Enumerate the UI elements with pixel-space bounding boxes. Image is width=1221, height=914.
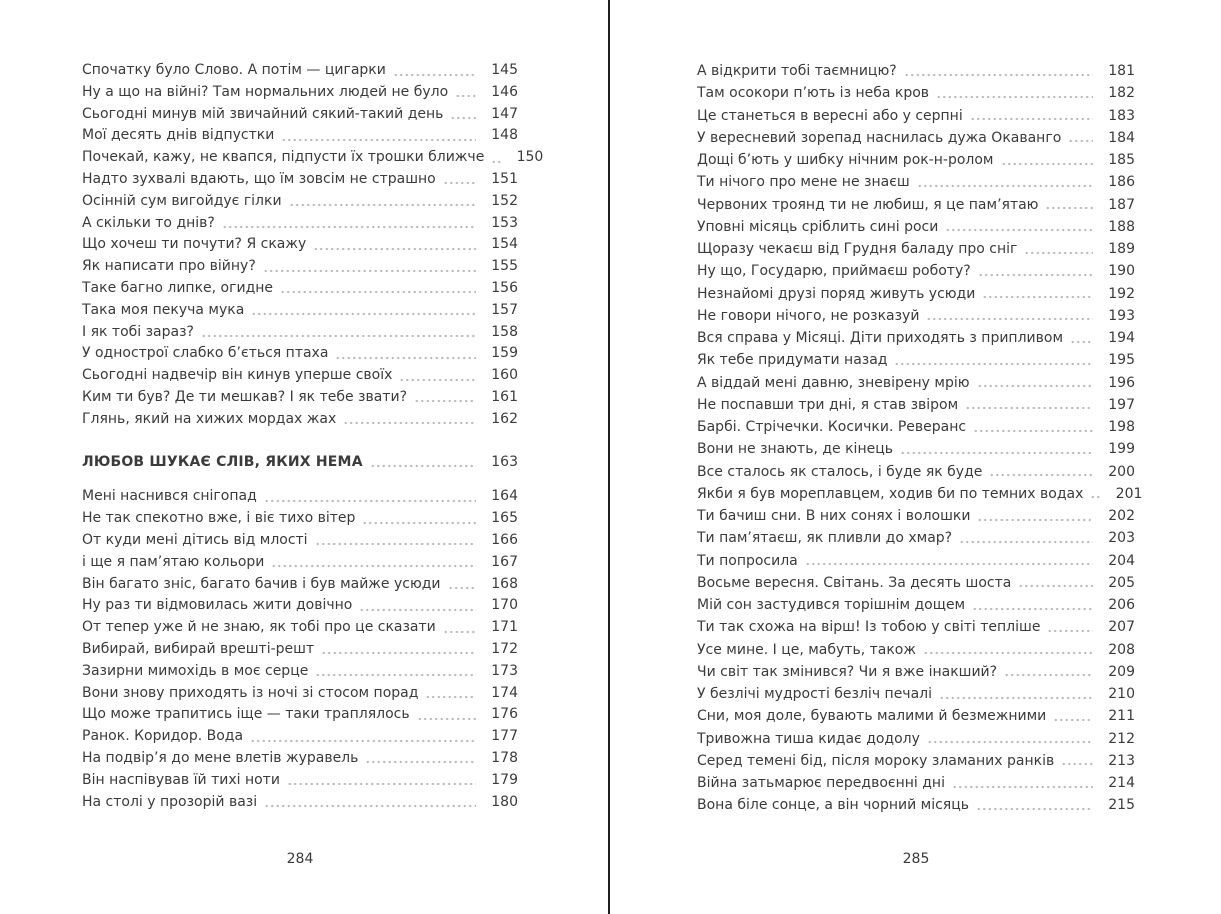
dot-leader [959, 527, 1093, 549]
toc-entry-title: Ти попросила [697, 552, 798, 569]
toc-entry [82, 409, 518, 431]
toc-entry-page-number: 209 [1108, 663, 1135, 680]
toc-entry-title: Барбі. Стрічечки. Косички. Реверанс [697, 419, 967, 435]
toc-entry [82, 104, 518, 126]
folio-right: 285 [902, 851, 930, 867]
toc-entry [697, 527, 1135, 549]
toc-entry-page-number: 157 [491, 301, 518, 318]
toc-entry-title: І як тобі зараз? [82, 323, 194, 340]
toc-entry-title: Вона біле сонце, а він чорний місяць [697, 797, 969, 814]
dot-leader [1018, 572, 1093, 594]
toc-entry-title: Це станеться в вересні або у серпні [697, 107, 963, 124]
toc-entry-page-number: 173 [491, 662, 518, 679]
toc-entry [82, 169, 518, 191]
page-gutter-divider [608, 0, 610, 914]
toc-entry [697, 327, 1135, 349]
toc-entry-page-number: 167 [491, 553, 518, 570]
toc-entry [82, 147, 544, 169]
dot-leader [972, 594, 1093, 616]
toc-entry-page-number: 195 [1108, 352, 1135, 369]
toc-entry-page-number: 153 [491, 214, 518, 231]
toc-entry [697, 238, 1135, 260]
toc-entry-page-number: 176 [491, 706, 518, 723]
toc-entry-title: Осінній сум вигойдує гілки [82, 192, 282, 209]
toc-entry-title: Вся справа у Місяці. Діти приходять з припливом [697, 330, 1064, 346]
toc-entry-title: Як тебе придумати назад [697, 352, 888, 369]
toc-entry [82, 300, 518, 322]
toc-entry-page-number: 164 [491, 488, 518, 505]
dot-leader [894, 349, 1093, 371]
toc-entry-page-number: 208 [1108, 641, 1135, 658]
toc-entry-page-number: 198 [1108, 419, 1135, 435]
toc-entry [82, 213, 518, 235]
dot-leader [414, 387, 476, 409]
toc-entry-title: Почекай, кажу, не квапся, підпусти їх трошки ближче [82, 149, 485, 166]
toc-entry-page-number: 203 [1108, 530, 1135, 547]
toc-entry-page-number: 154 [491, 236, 518, 253]
toc-page-right [697, 60, 1143, 817]
toc-entry-page-number: 214 [1108, 775, 1135, 791]
toc-entry-title: Тривожна тиша кидає додолу [697, 730, 920, 747]
toc-entry [82, 617, 518, 639]
toc-entry-title: Не говори нічого, не розказуй [697, 307, 920, 324]
dot-leader [977, 505, 1093, 527]
toc-entry-title: От куди мені дітись від млості [82, 531, 308, 548]
toc-entry-title: Мені наснився снігопад [82, 488, 257, 505]
toc-entry [82, 552, 518, 574]
toc-entry-page-number: 174 [491, 684, 518, 701]
toc-entry [82, 508, 518, 530]
toc-entry [697, 794, 1135, 816]
dot-leader [491, 147, 501, 169]
toc-entry [697, 461, 1135, 483]
toc-entry-page-number: 188 [1108, 218, 1135, 235]
toc-entry-title: У однострої слабко б’ється птаха [82, 345, 329, 362]
toc-entry-title: і ще я пам’ятаю кольори [82, 553, 265, 570]
dot-leader [989, 461, 1093, 483]
toc-entry-page-number: 186 [1108, 174, 1135, 191]
dot-leader [280, 278, 476, 300]
dot-leader [1024, 238, 1093, 260]
dot-leader [455, 82, 476, 104]
toc-entry [697, 616, 1135, 638]
dot-leader [289, 191, 476, 213]
toc-entry-title: Глянь, який на хижих мордах жах [82, 410, 337, 427]
toc-entry-page-number: 212 [1108, 730, 1135, 747]
toc-entry [697, 639, 1135, 661]
dot-leader [450, 104, 476, 126]
dot-leader [313, 234, 476, 256]
toc-entry-page-number: 181 [1108, 63, 1135, 79]
toc-entry-title: Ти так схожа на вірш! Із тобою у світі тепліше [697, 619, 1041, 636]
toc-entry-page-number: 156 [491, 279, 518, 296]
toc-entry-page-number: 202 [1108, 508, 1135, 524]
dot-leader [900, 438, 1093, 460]
toc-entry [697, 372, 1135, 394]
toc-entry-page-number: 165 [491, 510, 518, 527]
dot-leader [917, 171, 1093, 193]
toc-entry-page-number: 194 [1108, 330, 1135, 346]
toc-entry-page-number: 201 [1115, 485, 1143, 502]
toc-entry-page-number: 183 [1108, 107, 1135, 124]
dot-leader [264, 486, 476, 508]
toc-section-heading [82, 452, 518, 474]
toc-entry-title: Надто зухвалі вдають, що їм зовсім не страшно [82, 170, 436, 187]
dot-leader [973, 416, 1093, 438]
dot-leader [936, 82, 1093, 104]
toc-entry-title: Що хочеш ти почути? Я скажу [82, 236, 307, 253]
dot-leader [978, 260, 1093, 282]
toc-entry-title: Ну раз ти відмовилась жити довічно [82, 597, 353, 614]
toc-entry [82, 661, 518, 683]
toc-entry [82, 639, 518, 661]
toc-entry [697, 505, 1135, 527]
dot-leader [927, 728, 1093, 750]
dot-leader [923, 639, 1093, 661]
toc-entry-title: Така моя пекуча мука [82, 301, 245, 318]
toc-entry-title: Ти пам’ятаєш, як пливли до хмар? [697, 530, 953, 547]
dot-leader [359, 595, 476, 617]
toc-entry-title: Спочатку було Слово. А потім — цигарки [82, 62, 386, 78]
toc-entry [82, 574, 518, 596]
toc-entry-page-number: 185 [1108, 152, 1135, 168]
toc-entry-title: Мій сон застудився торішнім дощем [697, 597, 966, 613]
toc-entry [82, 770, 518, 792]
toc-entry-page-number: 159 [491, 345, 518, 362]
toc-entry-title: Щоразу чекаєш від Грудня баладу про сніг [697, 241, 1018, 257]
toc-entry-title: Там осокори п’ють із неба кров [697, 85, 930, 102]
dot-leader [264, 792, 476, 814]
dot-leader [201, 322, 476, 344]
toc-entry [697, 594, 1135, 616]
toc-entry-title: Серед темені бід, після мороку зламаних ранків [697, 752, 1055, 769]
toc-entry-page-number: 163 [491, 453, 518, 470]
toc-entry-page-number: 196 [1108, 374, 1135, 391]
toc-entry-title: Чи світ так змінився? Чи я вже інакший? [697, 663, 998, 680]
toc-entry-title: Восьме вересня. Світань. За десять шоста [697, 574, 1012, 591]
dot-leader [315, 661, 476, 683]
toc-entry-title: Вибирай, вибирай врешті-решт [82, 640, 315, 657]
toc-entry-page-number: 180 [491, 793, 518, 810]
dot-leader [1001, 149, 1094, 171]
toc-entry-title: От тепер уже й не знаю, як тобі про це сказати [82, 619, 436, 636]
dot-leader [425, 683, 476, 705]
folio-left: 284 [286, 851, 314, 867]
toc-entry [82, 234, 518, 256]
toc-entry-page-number: 204 [1108, 552, 1135, 569]
toc-entry [82, 322, 518, 344]
dot-leader [1047, 616, 1093, 638]
toc-entry-title: А віддай мені давню, зневірену мрію [697, 374, 970, 391]
toc-entry-title: Що може трапитись іще — таки траплялось [82, 706, 410, 723]
dot-leader [417, 704, 476, 726]
dot-leader [1068, 127, 1093, 149]
dot-leader [939, 683, 1093, 705]
toc-entry [697, 728, 1135, 750]
dot-leader [926, 305, 1093, 327]
toc-entry-page-number: 190 [1108, 263, 1135, 280]
toc-entry-page-number: 199 [1108, 441, 1135, 458]
toc-entry-page-number: 179 [491, 771, 518, 788]
toc-entry [82, 595, 518, 617]
toc-entry [82, 704, 518, 726]
toc-entry [697, 394, 1135, 416]
toc-entry-title: Ти бачиш сни. В них сонях і волошки [697, 508, 971, 524]
dot-leader [222, 213, 476, 235]
dot-leader [805, 550, 1093, 572]
toc-entry-page-number: 178 [491, 749, 518, 766]
dot-leader [982, 283, 1093, 305]
toc-entry [82, 726, 518, 748]
dot-leader [904, 60, 1093, 82]
toc-rows-left [82, 60, 544, 813]
dot-leader [448, 574, 476, 596]
toc-entry-page-number: 150 [516, 149, 544, 166]
toc-entry-page-number: 193 [1108, 307, 1135, 324]
dot-leader [965, 394, 1093, 416]
toc-entry-page-number: 197 [1108, 396, 1135, 413]
toc-entry-page-number: 215 [1108, 797, 1135, 814]
toc-entry-page-number: 155 [491, 258, 518, 275]
dot-leader [370, 452, 476, 474]
toc-entry-title: Сьогодні минув мій звичайний сякий-такий день [82, 105, 444, 122]
toc-entry [82, 256, 518, 278]
toc-entry [697, 127, 1135, 149]
dot-leader [335, 343, 476, 365]
toc-entry [697, 149, 1135, 171]
dot-leader [970, 105, 1093, 127]
toc-entry [697, 171, 1135, 193]
toc-entry-title: Вони знову приходять із ночі зі стосом порад [82, 684, 419, 701]
toc-entry-page-number: 171 [491, 619, 518, 636]
toc-entry-page-number: 187 [1108, 196, 1135, 213]
dot-leader [362, 508, 476, 530]
toc-entry-page-number: 182 [1108, 85, 1135, 102]
dot-leader [393, 60, 476, 82]
toc-entry-title: Сьогодні надвечір він кинув уперше своїх [82, 367, 393, 384]
dot-leader [1070, 327, 1093, 349]
toc-entry-title: Як написати про війну? [82, 258, 256, 275]
toc-entry-page-number: 152 [491, 192, 518, 209]
dot-leader [952, 772, 1093, 794]
toc-entry-page-number: 200 [1108, 463, 1135, 480]
toc-entry [82, 748, 518, 770]
toc-entry [697, 82, 1135, 104]
toc-entry [697, 772, 1135, 794]
toc-entry-page-number: 158 [491, 323, 518, 340]
dot-leader [263, 256, 476, 278]
toc-entry [697, 283, 1135, 305]
toc-entry [82, 82, 518, 104]
toc-entry [82, 486, 518, 508]
toc-entry [697, 194, 1135, 216]
toc-entry-page-number: 177 [491, 728, 518, 745]
toc-entry-page-number: 170 [491, 597, 518, 614]
dot-leader [945, 216, 1093, 238]
toc-entry-page-number: 172 [491, 640, 518, 657]
toc-entry-title: А скільки то днів? [82, 214, 215, 231]
toc-entry-page-number: 192 [1108, 285, 1135, 302]
toc-entry-title: Усе мине. І це, мабуть, також [697, 641, 916, 658]
toc-entry-page-number: 205 [1108, 574, 1135, 591]
toc-entry [697, 661, 1135, 683]
dot-leader [976, 794, 1093, 816]
toc-entry [697, 260, 1135, 282]
dot-leader [287, 770, 476, 792]
toc-entry-title: А відкрити тобі таємницю? [697, 63, 897, 79]
toc-entry-page-number: 184 [1108, 129, 1135, 146]
toc-entry-title: Ну а що на війні? Там нормальних людей не було [82, 83, 449, 100]
toc-entry [82, 278, 518, 300]
toc-entry-title: Мої десять днів відпустки [82, 127, 275, 144]
toc-entry-title: Якби я був мореплавцем, ходив би по темних водах [697, 485, 1084, 502]
toc-page-left [82, 60, 544, 813]
toc-entry [697, 683, 1135, 705]
toc-entry-title: Незнайомі друзі поряд живуть усюди [697, 285, 976, 302]
toc-entry [697, 305, 1135, 327]
dot-leader [399, 365, 476, 387]
toc-entry [697, 105, 1135, 127]
toc-entry-title: Вони не знають, де кінець [697, 441, 893, 458]
toc-entry-title: Дощі б’ють у шибку нічним рок-н-ролом [697, 152, 994, 168]
toc-entry-title: Він наспівував їй тихі ноти [82, 771, 280, 788]
toc-entry-page-number: 189 [1108, 241, 1135, 257]
dot-leader [1090, 483, 1100, 505]
toc-entry-title: Уповні місяць сріблить сині роси [697, 218, 939, 235]
toc-entry [697, 438, 1135, 460]
toc-entry-page-number: 147 [491, 105, 518, 122]
toc-entry-page-number: 213 [1108, 752, 1135, 769]
toc-entry [82, 365, 518, 387]
toc-entry-title: Не так спекотно вже, і віє тихо вітер [82, 510, 356, 527]
toc-entry [82, 530, 518, 552]
toc-entry-title: Таке багно липке, огидне [82, 279, 274, 296]
toc-entry-title: Ти нічого про мене не знаєш [697, 174, 910, 191]
toc-entry-page-number: 151 [491, 170, 518, 187]
toc-entry-title: Ким ти був? Де ти мешкав? І як тебе звати? [82, 388, 407, 405]
toc-entry-title: На столі у прозорій вазі [82, 793, 258, 810]
dot-leader [1004, 661, 1093, 683]
toc-entry [697, 750, 1135, 772]
toc-entry-page-number: 206 [1108, 597, 1135, 613]
toc-entry [697, 60, 1135, 82]
toc-entry-title: Війна затьмарює передвоєнні дні [697, 775, 945, 791]
dot-leader [1053, 705, 1093, 727]
toc-entry [82, 343, 518, 365]
dot-leader [315, 530, 476, 552]
toc-entry-title: Ну що, Государю, приймаєш роботу? [697, 263, 971, 280]
toc-entry-page-number: 207 [1108, 619, 1135, 636]
dot-leader [343, 409, 476, 431]
toc-rows-right [697, 60, 1143, 817]
dot-leader [443, 617, 476, 639]
toc-entry-title: Червоних троянд ти не любиш, я це пам’ятаю [697, 196, 1039, 213]
toc-entry-page-number: 210 [1108, 686, 1135, 702]
dot-leader [443, 169, 476, 191]
toc-entry [697, 483, 1143, 505]
toc-entry-title: Зазирни мимохідь в моє серце [82, 662, 309, 679]
dot-leader [1061, 750, 1093, 772]
toc-entry-page-number: 148 [491, 127, 518, 144]
toc-entry-page-number: 146 [491, 83, 518, 100]
toc-entry [82, 191, 518, 213]
toc-entry [82, 387, 518, 409]
toc-entry-page-number: 145 [491, 62, 518, 78]
toc-entry [697, 216, 1135, 238]
toc-entry-title: На подвір’я до мене влетів журавель [82, 749, 359, 766]
toc-entry [697, 705, 1135, 727]
toc-entry-page-number: 166 [491, 531, 518, 548]
toc-entry [697, 550, 1135, 572]
dot-leader [977, 372, 1093, 394]
toc-entry-title: У безлічі мудрості безліч печалі [697, 686, 932, 702]
toc-entry-page-number: 211 [1108, 708, 1135, 725]
toc-entry-title: Все сталось як сталось, і буде як буде [697, 463, 983, 480]
toc-entry [697, 349, 1135, 371]
toc-entry [82, 60, 518, 82]
toc-entry [697, 416, 1135, 438]
toc-entry-page-number: 162 [491, 410, 518, 427]
toc-entry-page-number: 168 [491, 575, 518, 592]
toc-entry-title: Не поспавши три дні, я став звіром [697, 396, 959, 413]
toc-entry-page-number: 160 [491, 367, 518, 384]
toc-entry-title: У вересневий зорепад наснилась дужа Окаванго [697, 129, 1062, 146]
toc-entry-title: ЛЮБОВ ШУКАЄ СЛІВ, ЯКИХ НЕМА [82, 453, 363, 470]
dot-leader [250, 726, 476, 748]
dot-leader [1045, 194, 1093, 216]
toc-entry-title: Ранок. Коридор. Вода [82, 728, 244, 745]
toc-entry [82, 125, 518, 147]
dot-leader [365, 748, 476, 770]
toc-entry-title: Сни, моя доле, бувають малими й безмежними [697, 708, 1047, 725]
dot-leader [281, 125, 476, 147]
toc-entry-title: Він багато зніс, багато бачив і був майже усюди [82, 575, 441, 592]
toc-entry [82, 683, 518, 705]
dot-leader [271, 552, 476, 574]
dot-leader [251, 300, 476, 322]
toc-entry-page-number: 161 [491, 388, 518, 405]
toc-entry [697, 572, 1135, 594]
dot-leader [321, 639, 476, 661]
toc-entry [82, 792, 518, 814]
